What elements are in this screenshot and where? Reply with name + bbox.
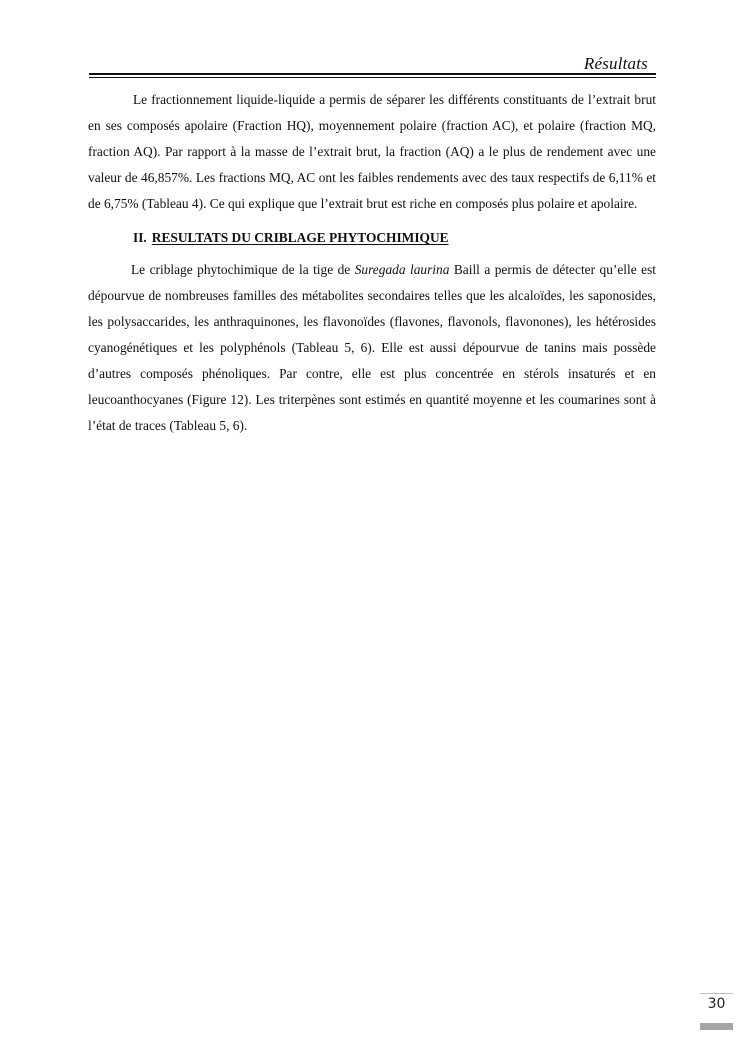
section-number: II. [133, 230, 147, 245]
section-title: RESULTATS DU CRIBLAGE PHYTOCHIMIQUE [151, 230, 449, 245]
page-body [88, 87, 656, 439]
species-name: Suregada laurina [354, 262, 450, 277]
header-rule-thin [89, 77, 656, 78]
running-header-title: Résultats [583, 54, 648, 73]
paragraph-phytochemical-screening [88, 257, 656, 439]
footer-bar [700, 1023, 733, 1030]
section-heading [88, 227, 656, 249]
header-rule-thick [89, 73, 656, 75]
paragraph-fractionation: Le fractionnement liquide-liquide a permis de séparer les différents constituants de l’extrait brut en ses composés apolaire (Fraction HQ), moyennement polaire (fraction AC), et polaire (fraction MQ, fraction AQ). Par rapport à la masse de l’extrait brut, la fraction (AQ) a le plus de rendement avec une valeur de 46,857%. Les fractions MQ, AC ont les faibles rendements avec des taux respectifs de 6,11% et de 6,75% (Tableau 4). Ce qui explique que l’extrait brut est riche en composés plus polaire et apolaire. [88, 92, 656, 211]
footer-rule [700, 993, 733, 994]
paragraph2-text-start: Le criblage phytochimique de la tige de [131, 262, 355, 277]
page-number: 30 [707, 996, 726, 1012]
paragraph2-text-end: Baill a permis de détecter qu’elle est dépourvue de nombreuses familles des métabolites secondaires telles que les alcaloïdes, les saponosides, les polysaccarides, les anthraquinones, les flavonoïdes (flavones, flavonols, flavonones), les hétérosides cyanogénétiques et les polyphénols (Tableau 5, 6). Elle est aussi dépourvue de tanins mais possède d’autres composés phénoliques. Par contre, elle est plus concentrée en stérols insaturés et en leucoanthocyanes (Figure 12). Les triterpènes sont estimés en quantité moyenne et les coumarines sont à l’état de traces (Tableau 5, 6). [88, 262, 657, 433]
